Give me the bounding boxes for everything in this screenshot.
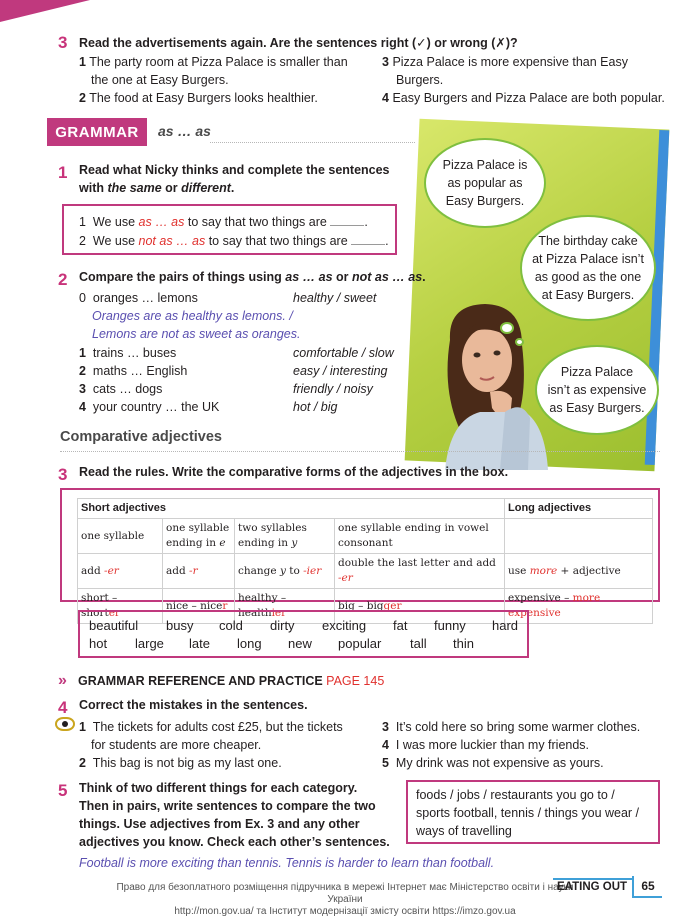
table-cell: short – shorter <box>78 589 163 624</box>
footer-credit: Право для безоплатного розміщення підручника в мережі Інтернет має Міністерство освіти і науки України http://mon.gov.ua/ та Інститут модернізації змісту освіти https://imzo.gov.ua <box>116 882 574 916</box>
grammar-title: as … as <box>158 123 211 139</box>
table-cell: add -er <box>78 554 163 589</box>
page-number: 65 <box>632 876 662 898</box>
list-item: 3 It’s cold here so bring some warmer clothes. <box>382 720 641 734</box>
rule-sentence: 2 We use not as … as to say that two things are . <box>79 234 389 248</box>
word: dirty <box>270 618 295 633</box>
table-cell: one syllable ending in e <box>163 519 235 554</box>
example-answer: Oranges are as healthy as lemons. / <box>92 309 293 323</box>
word: large <box>135 636 164 651</box>
list-item: 4 Easy Burgers and Pizza Palace are both popular. <box>382 91 665 105</box>
exercise-instruction: Read the advertisements again. Are the sentences right (✓) or wrong (✗)? <box>79 36 518 50</box>
table-cell: change y to -ier <box>235 554 335 589</box>
category-line: sports football, tennis / things you wear / <box>416 806 640 820</box>
word: fat <box>393 618 408 633</box>
speech-bubble: Pizza Palace is as popular as Easy Burgers. <box>424 138 546 228</box>
word: popular <box>338 636 382 651</box>
exercise-number: 5 <box>58 781 68 800</box>
table-cell: double the last letter and add -er <box>335 554 505 589</box>
exercise-number: 3 <box>58 465 68 484</box>
item-adjectives: friendly / noisy <box>293 382 373 396</box>
exercise-instruction-cont: with the same or different. <box>79 181 235 195</box>
exercise-instruction: Read what Nicky thinks and complete the sentences <box>79 163 390 177</box>
speech-bubble: Pizza Palace isn’t as expensive as Easy Burgers. <box>535 345 659 435</box>
list-item: 3 Pizza Palace is more expensive than Easy <box>382 55 628 69</box>
list-item: 1 trains … buses <box>79 346 177 360</box>
eye-icon <box>55 717 75 731</box>
list-item: 2 maths … English <box>79 364 188 378</box>
table-cell: add -r <box>163 554 235 589</box>
word: hot <box>89 636 108 651</box>
divider <box>60 451 660 452</box>
exercise-number: 3 <box>58 33 68 52</box>
table-cell: healthy – healthier <box>235 589 335 624</box>
exercise-number: 4 <box>58 698 68 717</box>
section-heading: Comparative adjectives <box>60 429 222 445</box>
exercise-instruction: Think of two different things for each category. <box>79 781 358 795</box>
category-line: foods / jobs / restaurants you go to / <box>416 788 615 802</box>
table-header: Long adjectives <box>505 499 653 519</box>
list-item: 1 The tickets for adults cost £25, but the tickets <box>79 720 343 734</box>
category-line: ways of travelling <box>416 824 512 838</box>
table-cell: big – bigger <box>335 589 505 624</box>
exercise-instruction: Read the rules. Write the comparative forms of the adjectives in the box. <box>79 465 509 479</box>
list-item: 2 The food at Easy Burgers looks healthier. <box>79 91 318 105</box>
item-adjectives: easy / interesting <box>293 364 388 378</box>
table-cell: nice – nicer <box>163 589 235 624</box>
corner-decoration <box>0 0 90 22</box>
example-item: 0 oranges … lemons <box>79 291 198 305</box>
list-item: 3 cats … dogs <box>79 382 163 396</box>
example-answer: Lemons are not as sweet as oranges. <box>92 327 301 341</box>
list-item: 5 My drink was not expensive as yours. <box>382 756 604 770</box>
list-item: 4 I was more luckier than my friends. <box>382 738 590 752</box>
footer-rule <box>553 878 633 880</box>
table-header: Short adjectives <box>78 499 505 519</box>
table-cell <box>505 519 653 554</box>
example-adjectives: healthy / sweet <box>293 291 377 305</box>
list-item: 4 your country … the UK <box>79 400 220 414</box>
grammar-reference-link[interactable]: GRAMMAR REFERENCE AND PRACTICE PAGE 145 <box>78 674 385 688</box>
table-cell: two syllables ending in y <box>235 519 335 554</box>
exercise-instruction: Then in pairs, write sentences to compare the two <box>79 799 376 813</box>
exercise-instruction: things. Use adjectives from Ex. 3 and any other <box>79 817 360 831</box>
speech-bubble: The birthday cake at Pizza Palace isn’t as good as the one at Easy Burgers. <box>520 215 656 321</box>
exercise-number: 2 <box>58 270 68 289</box>
table-cell: one syllable <box>78 519 163 554</box>
example-answer: Football is more exciting than tennis. Tennis is harder to learn than football. <box>79 856 495 870</box>
list-item: 2 This bag is not big as my last one. <box>79 756 282 770</box>
item-adjectives: comfortable / slow <box>293 346 394 360</box>
answer-blank[interactable] <box>330 216 364 226</box>
word: new <box>288 636 312 651</box>
word: busy <box>166 618 194 633</box>
word: exciting <box>322 618 367 633</box>
girl-photo <box>430 300 550 470</box>
word: funny <box>434 618 466 633</box>
table-cell: use more + adjective <box>505 554 653 589</box>
exercise-instruction: Compare the pairs of things using as … as or not as … as. <box>79 270 426 284</box>
word: cold <box>219 618 243 633</box>
word: long <box>237 636 262 651</box>
item-adjectives: hot / big <box>293 400 338 414</box>
list-item-cont: Burgers. <box>396 73 444 87</box>
rules-table <box>77 498 653 624</box>
word: beautiful <box>89 618 139 633</box>
list-item-cont: for students are more cheaper. <box>91 738 262 752</box>
grammar-badge: GRAMMAR <box>47 118 147 146</box>
double-chevron-icon: » <box>58 672 67 689</box>
section-tag: EATING OUT <box>557 881 628 893</box>
exercise-number: 1 <box>58 163 68 182</box>
exercise-instruction: Correct the mistakes in the sentences. <box>79 698 308 712</box>
word: late <box>189 636 210 651</box>
word: thin <box>453 636 474 651</box>
answer-blank[interactable] <box>351 235 385 245</box>
list-item-cont: the one at Easy Burgers. <box>91 73 229 87</box>
word: tall <box>410 636 427 651</box>
table-cell: one syllable ending in vowel consonant <box>335 519 505 554</box>
divider <box>210 142 415 143</box>
thought-dot <box>500 322 514 334</box>
table-cell: expensive – more expensive <box>505 589 653 624</box>
rule-sentence: 1 We use as … as to say that two things are . <box>79 215 368 229</box>
exercise-instruction: adjectives you know. Check each other’s sentences. <box>79 835 390 849</box>
thought-dot <box>515 338 524 346</box>
list-item: 1 The party room at Pizza Palace is smaller than <box>79 55 348 69</box>
word: hard <box>492 618 519 633</box>
